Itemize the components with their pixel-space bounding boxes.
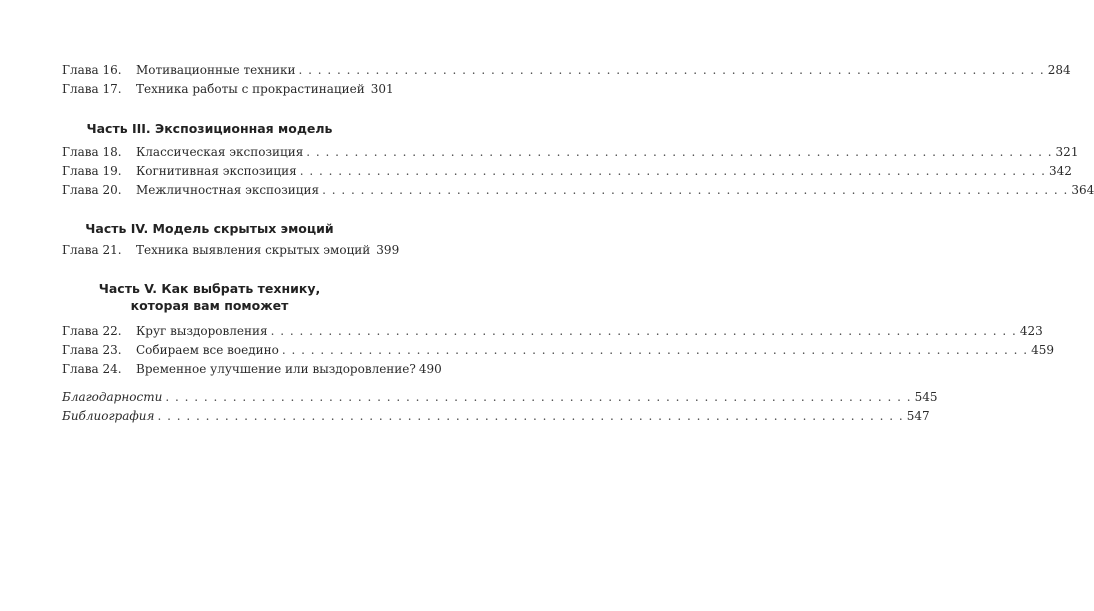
chapter-title: Мотивационные техники [136,63,296,77]
dot-leader [157,409,903,423]
page-number: 364 [1071,183,1094,197]
chapter-title: Классическая экспозиция [136,145,304,159]
chapter-title: Собираем все воедино [136,343,279,357]
dot-leader [300,164,1046,178]
toc-entry-18 [62,145,1079,159]
chapter-title: Техника выявления скрытых эмоций [136,243,371,257]
toc-entry-21 [62,243,400,257]
dot-leader [165,390,911,404]
toc-entry-22 [62,324,1043,338]
dot-leader [282,343,1028,357]
dot-leader [306,145,1052,159]
page-number: 301 [370,82,394,96]
part-title: Часть IV. Модель скрытых эмоций [85,221,334,236]
section-title: Библиография [62,409,155,423]
toc-entry-bibliography [62,409,930,423]
dot-leader [271,324,1017,338]
chapter-number: Глава 20. [62,183,122,197]
page-number: 490 [418,362,442,376]
page-number: 547 [906,409,930,423]
part-title: Часть III. Экспозиционная модель [86,121,333,136]
part-title-line-1: Часть V. Как выбрать технику, [98,281,321,296]
toc-entry-19 [62,164,1072,178]
chapter-title: Техника работы с прокрастинацией [136,82,365,96]
toc-entry-24 [62,362,442,376]
dot-leader [322,183,1068,197]
chapter-title: Межличностная экспозиция [136,183,320,197]
section-title: Благодарности [62,390,163,404]
chapter-number: Глава 18. [62,145,122,159]
chapter-number: Глава 16. [62,63,122,77]
chapter-title: Когнитивная экспозиция [136,164,297,178]
chapter-number: Глава 21. [62,243,122,257]
chapter-number: Глава 17. [62,82,122,96]
chapter-number: Глава 23. [62,343,122,357]
toc-entry-23 [62,343,1054,357]
part-heading-5 [62,280,357,314]
part-heading-3 [62,120,357,137]
page-number: 545 [914,390,938,404]
toc-entry-17 [62,82,394,96]
page-number: 399 [376,243,400,257]
toc-entry-acknowledgements [62,390,938,404]
dot-leader [298,63,1044,77]
page-number: 321 [1055,145,1079,159]
page-number: 342 [1048,164,1072,178]
page-number: 459 [1031,343,1054,357]
chapter-number: Глава 19. [62,164,122,178]
page-number: 423 [1019,324,1043,338]
part-title-line-2: которая вам поможет [130,298,289,313]
chapter-title: Круг выздоровления [136,324,268,338]
chapter-number: Глава 24. [62,362,122,376]
toc-entry-16 [62,63,1071,77]
page-number: 284 [1047,63,1071,77]
part-heading-4 [62,220,357,237]
toc-entry-20 [62,183,1094,197]
chapter-title: Временное улучшение или выздоровление? [136,362,416,376]
chapter-number: Глава 22. [62,324,122,338]
